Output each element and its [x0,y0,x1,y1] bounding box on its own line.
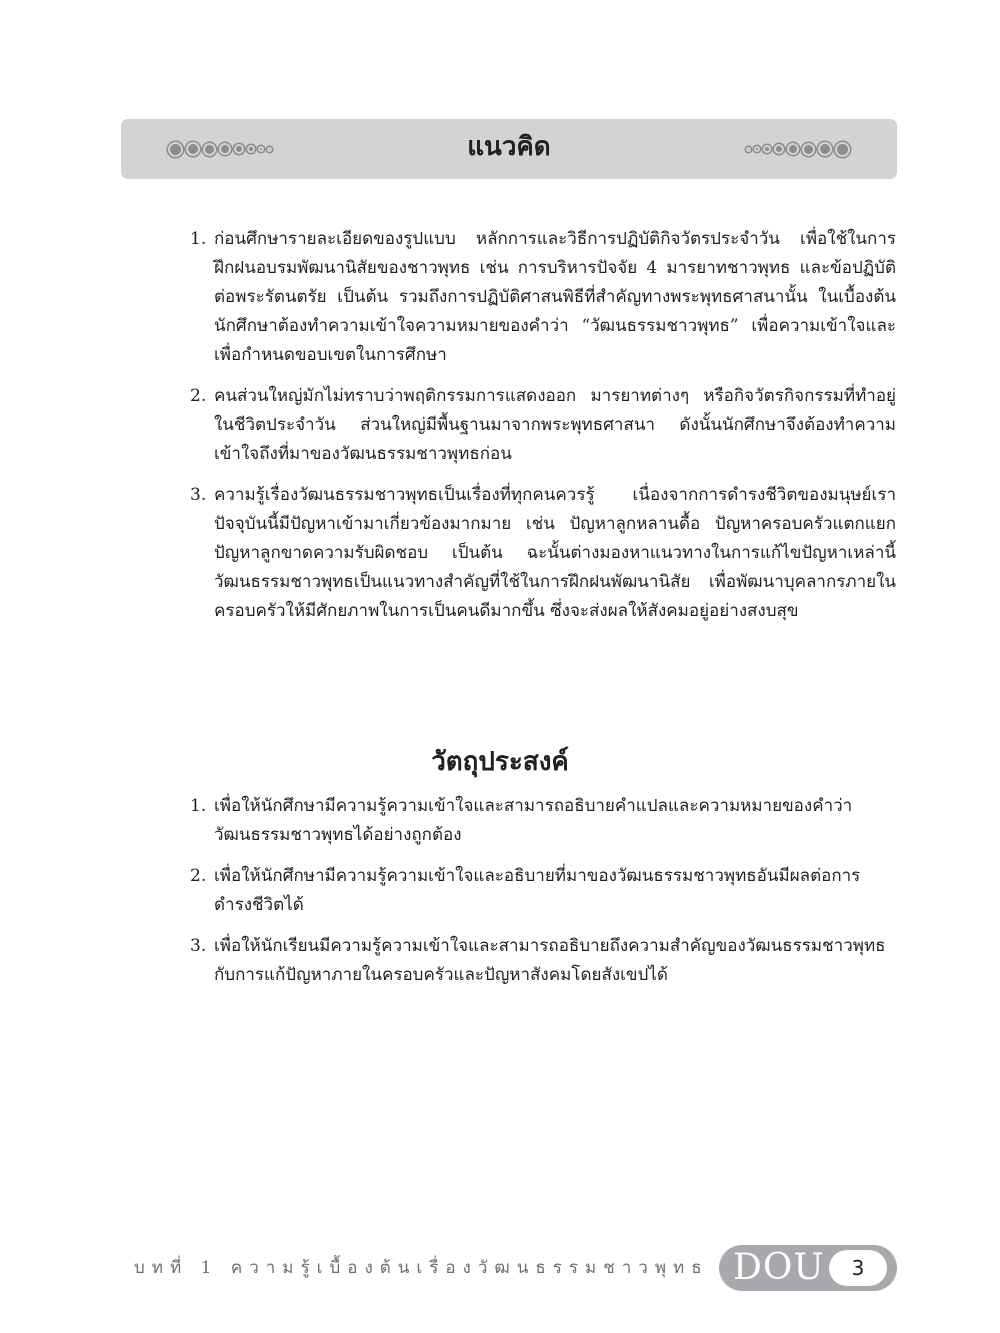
section-title-objectives: วัตถุประสงค์ [431,747,569,777]
page-title: แนวคิด [467,132,551,162]
dot-icon [754,146,760,152]
dot-icon [787,143,799,155]
list-number: 2. [190,866,207,886]
list-number: 3. [190,485,207,505]
objective-list [190,792,896,990]
list-text: ความรู้เรื่องวัฒนธรรมชาวพุทธเป็นเรื่องที่ทุกคนควรรู้ เนื่องจากการดำรงชีวิตของมนุษย์เราปัจจุบันนี้มีปัญหาเข้ามาเกี่ยวข้องมากมาย เช่น ปัญหาลูกหลานดื้อ ปัญหาครอบครัวแตกแยก ปัญหาลูกขาดความรับผิดชอบ เป็นต้น ฉะนั้นต่างมองหาแนวทางในการแก้ไขปัญหาเหล่านี้ วัฒนธรรมชาวพุทธเป็นแนวทางสำคัญที่ใช้ในการฝึกฝนพัฒนานิสัย เพื่อพัฒนาบุคลากรภายในครอบครัวให้มีศักยภาพในการเป็นคนดีมากขึ้น ซึ่งจะส่งผลให้สังคมอยู่อย่างสงบสุข [214,485,896,621]
page-number: 3 [829,1250,887,1286]
footer-chapter-title: บทที่ 1 ความรู้เบื้องต้นเรื่องวัฒนธรรมชาวพุทธ [134,1258,709,1278]
list-item [190,225,896,370]
section-header-bar [121,119,897,179]
dot-icon [763,145,771,153]
list-item [190,481,896,626]
dou-logo: DOU [733,1247,825,1288]
list-item [190,792,896,850]
decorative-dots-right [746,119,850,179]
dot-icon [774,144,784,154]
list-text: คนส่วนใหญ่มักไม่ทราบว่าพฤติกรรมการแสดงออก มารยาทต่างๆ หรือกิจวัตรกิจกรรมที่ทำอยู่ในชีวิตประจำวัน ส่วนใหญ่มีพื้นฐานมาจากพระพุทธศาสนา ดังนั้นนักศึกษาจึงต้องทำความเข้าใจถึงที่มาของวัฒนธรรมชาวพุทธก่อน [214,386,896,464]
list-text: เพื่อให้นักศึกษามีความรู้ความเข้าใจและอธิบายที่มาของวัฒนธรรมชาวพุทธอันมีผลต่อการดำรงชีวิตได้ [214,866,861,915]
list-number: 1. [190,796,207,816]
list-text: เพื่อให้นักศึกษามีความรู้ความเข้าใจและสามารถอธิบายคำแปลและความหมายของคำว่าวัฒนธรรมชาวพุทธได้อย่างถูกต้อง [214,796,853,845]
dot-icon [746,147,751,152]
concept-list [190,225,896,626]
list-item [190,932,896,990]
footer-badge [719,1245,897,1291]
dot-icon [818,142,832,156]
list-number: 1. [190,229,207,249]
list-item [190,862,896,920]
list-item [190,382,896,469]
dot-icon [802,143,815,156]
list-text: ก่อนศึกษารายละเอียดของรูปแบบ หลักการและวิธีการปฏิบัติกิจวัตรประจำวัน เพื่อใช้ในการฝึกฝนอบรมพัฒนานิสัยของชาวพุทธ เช่น การบริหารปัจจัย 4 มารยาทชาวพุทธ และข้อปฏิบัติต่อพระรัตนตรัย เป็นต้น รวมถึงการปฏิบัติศาสนพิธีที่สำคัญทางพระพุทธศาสนานั้น ในเบื้องต้นนักศึกษาต้องทำความเข้าใจความหมายของคำว่า “วัฒนธรรมชาวพุทธ” เพื่อความเข้าใจและเพื่อกำหนดขอบเขตในการศึกษา [214,229,896,365]
list-number: 3. [190,936,207,956]
list-number: 2. [190,386,207,406]
dot-icon [835,142,850,157]
list-text: เพื่อให้นักเรียนมีความรู้ความเข้าใจและสามารถอธิบายถึงความสำคัญของวัฒนธรรมชาวพุทธกับการแก้ปัญหาภายในครอบครัวและปัญหาสังคมโดยสังเขปได้ [214,936,886,985]
